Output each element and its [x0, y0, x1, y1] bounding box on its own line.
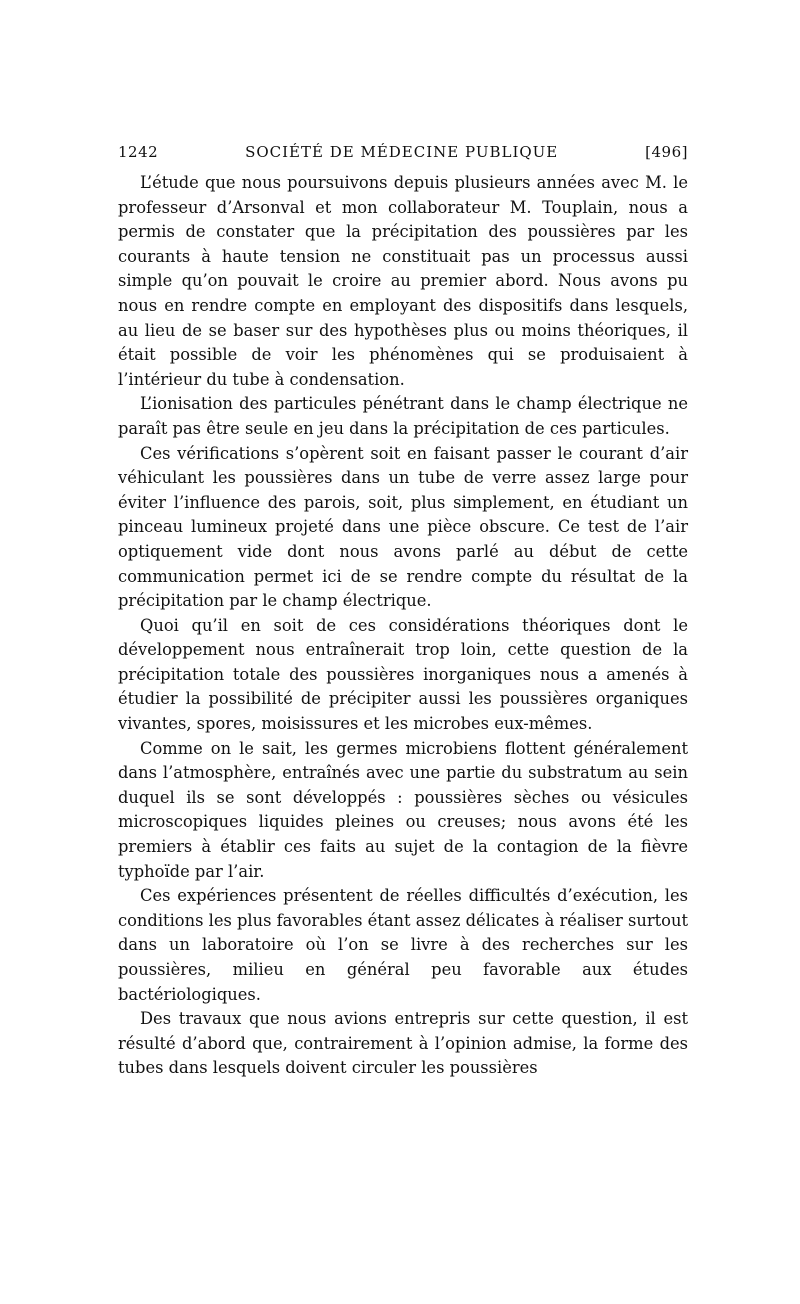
body-text — [118, 171, 688, 1081]
paragraph: Ces vérifications s’opèrent soit en faisant passer le courant d’air véhiculant les poussières dans un tube de verre assez large pour éviter l’influence des parois, soit, plus simplement, en étudiant un pinceau lumineux projeté dans une pièce obscure. Ce test de l’air optiquement vide dont nous avons parlé au début de cette communication permet ici de se rendre compte du résultat de la précipitation par le champ électrique. — [118, 443, 688, 611]
paragraph: L’ionisation des particules pénétrant dans le champ électrique ne paraît pas être seule en jeu dans la précipitation de ces particules. — [118, 394, 688, 438]
running-title: SOCIÉTÉ DE MÉDECINE PUBLIQUE — [245, 143, 559, 161]
paragraph: Quoi qu’il en soit de ces considérations théoriques dont le développement nous entraînerait trop loin, cette question de la précipitation totale des poussières inorganiques nous a amenés à étudier la possibilité de précipiter aussi les poussières organiques vivantes, spores, moisissures et les microbes eux-mêmes. — [118, 615, 688, 734]
page — [118, 143, 688, 1081]
paragraph: Comme on le sait, les germes microbiens flottent généralement dans l’atmosphère, entraînés avec une partie du substratum au sein duquel ils se sont développés : poussières sèches ou vésicules microscopiques liquides pleines ou creuses; nous avons été les premiers à établir ces faits au sujet de la contagion de la fièvre typhoïde par l’air. — [118, 738, 688, 881]
paragraph: L’étude que nous poursuivons depuis plusieurs années avec M. le professeur d’Arsonval et mon collaborateur M. Touplain, nous a permis de constater que la précipitation des poussières par les courants à haute tension ne constituait pas un processus aussi simple qu’on pouvait le croire au premier abord. Nous avons pu nous en rendre compte en employant des dispositifs dans lesquels, au lieu de se baser sur des hypothèses plus ou moins théoriques, il était possible de voir les phénomènes qui se produisaient à l’intérieur du tube à condensation. — [118, 173, 688, 389]
bracket-page-number: [496] — [645, 143, 688, 161]
paragraph: Ces expériences présentent de réelles difficultés d’exécution, les conditions les plus favorables étant assez délicates à réaliser surtout dans un laboratoire où l’on se livre à des recherches sur les poussières, milieu en général peu favorable aux études bactériologiques. — [118, 886, 688, 1004]
paragraph: Des travaux que nous avions entrepris sur cette question, il est résulté d’abord que, contrairement à l’opinion admise, la forme des tubes dans lesquels doivent circuler les poussières — [118, 1009, 688, 1078]
running-head — [118, 143, 688, 161]
page-number: 1242 — [118, 143, 159, 161]
